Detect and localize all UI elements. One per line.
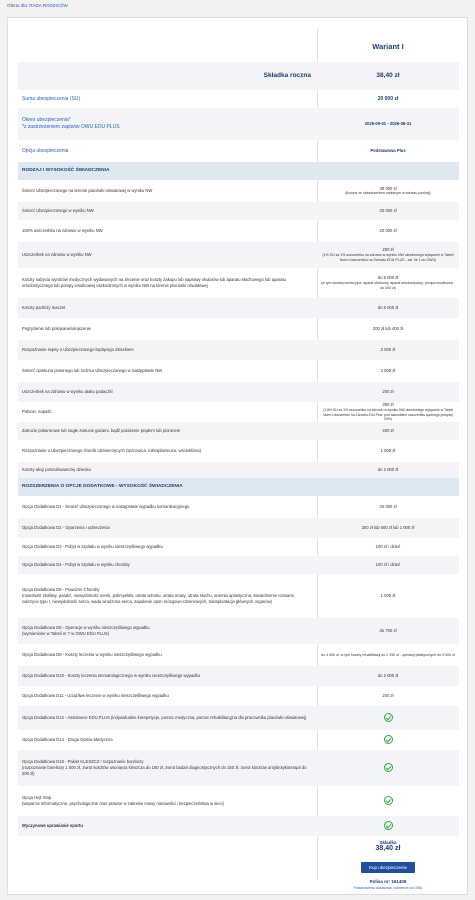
section-title: RODZAJ I WYSOKOŚĆ ŚWIADCZENIA [22, 167, 110, 173]
table-row: Opcja Dodatkowa D3 - Pobyt w szpitalu w wyniku nieszczęśliwego wypadku 100 zł / dzień [22, 544, 401, 550]
buy-insurance-button[interactable]: Kup ubezpieczenie [361, 862, 415, 873]
option-value: Podstawowa Plus [370, 148, 406, 154]
period-note: *z zastrzeżeniem zapisów OWU EDU PLUS [22, 124, 120, 130]
table-row: Opcja Dodatkowa D10 - Koszty leczenia stomatologicznego w wyniku nieszczęśliwego wypadku do 2 000 zł [18, 666, 459, 686]
table-row: Opcja Dodatkowa D2 - Oparzenia i odmrożenia 200 zł lub 600 zł lub 1 000 zł [18, 518, 459, 538]
sum-row [18, 90, 459, 108]
option-label: Opcja ubezpieczenia [22, 147, 69, 154]
table-row: Opcja Hejt Stop (wsparcie informatyczne, psychologiczne oraz prawne w zakresie mowy nienawiści i bezpieczeństwa w sieci) [18, 786, 459, 816]
table-row: Opcja Dodatkowa D16 - Pakiet KLESZCZ / rozpoznanie boreliozy (rozpoznanie boreliozy 1 000 zł, zwrot kosztów usunięcia kleszcza do 150 zł, zwrot badań diagnostycznych do 150 zł, zwrot kosztów antybiotykoterapii do 200 zł) [18, 750, 459, 786]
option-row [18, 140, 459, 162]
table-row: Pobicie, napaść 300 zł (1,5% SU za 1% uszczerbku na zdrowiu w wyniku NW określonego wyłącznie w Tabeli Norm Uszczerbku na Zdrowiu Edu Plus, pod warunkiem uszczerbku łącznego powyżej 20%) [22, 402, 453, 422]
table-row: Opcja Dodatkowa D1 - Śmierć Ubezpieczonego w następstwie wypadku komunikacyjnego 20 000 zł [22, 504, 397, 510]
table-row: Opcja Dodatkowa D5 - Poważne Choroby (nowotwór złośliwy, paraliż, niewydolność nerek, polimyelitis, utrata wzroku, utrata mowy, utrata słuchu, anemia aplastyczna, stwardnienie rozsiane, cukrzyca typu I, niewydolność serca, wada wrodzona serca, zapalenie opon mózgowo-rdzeniowych, transplantacja głównych organów) 1 000 zł [22, 587, 396, 604]
section-options [18, 478, 459, 496]
variant-header-row [18, 32, 459, 62]
table-row: Pogryzienie lub pokąsanie/ukąszenie 200 zł lub 400 zł [22, 326, 404, 332]
offer-card [7, 17, 468, 895]
offer-note[interactable]: Oferta dla: RADA RODZICÓW [7, 3, 68, 8]
table-row: Opcja Dodatkowa D4 - Pobyt w szpitalu w wyniku choroby 100 zł / dzień [18, 556, 459, 574]
sum-value: 20 000 zł [377, 95, 399, 102]
table-row: Wyczynowe uprawianie sportu [18, 816, 459, 836]
premium-label: Składka roczna [263, 71, 311, 79]
table-row: Opcja Dodatkowa D8 - Koszty leczenia w wyniku nieszczęśliwego wypadku do 4 500 zł, w tym koszty rehabilitacji do 2 250 zł - operacji plastycznych do 9 000 zł [22, 652, 455, 658]
summary-premium-label: Składka [379, 840, 397, 845]
policy-number: Polisa nr: 161409 [369, 879, 407, 884]
summary-box [317, 836, 459, 892]
sum-label: Suma ubezpieczenia (SU) [22, 95, 81, 102]
table-row: Zatrucie pokarmowe lub nagłe zatrucie gazami, bądź porażenie prądem lub piorunem 400 zł [18, 422, 459, 440]
table-row: Opcja Dodatkowa D11 - Uciążliwe leczenie w wyniku nieszczęśliwego wypadku 200 zł [22, 693, 394, 699]
table-row: Uszczerbek na zdrowiu w wyniku ataku padaczki 200 zł [18, 382, 459, 402]
premium-value: 38,40 zł [376, 71, 400, 79]
table-row: Opcja Dodatkowa D6 - Operacje w wyniku nieszczęśliwego wypadku (wymienione w Tabeli nr 7 w OWU EDU PLUS) do 700 zł [18, 618, 459, 644]
period-value: 2025-09-01 - 2026-08-31 [364, 121, 412, 127]
variant-title: Wariant I [372, 41, 404, 51]
table-row: 100% uszczerbku na zdrowiu w wyniku NW 20 000 zł [22, 228, 397, 234]
table-row: Śmierć opiekuna prawnego lub rodzica Ubezpieczonego w następstwie NW 2 000 zł [22, 368, 396, 374]
table-row: Rozpoznanie u Ubezpieczonego chorób odzwierzęcych (tężcowica, toksoplazmoza, wścieklizna) 1 000 zł [22, 448, 396, 454]
table-row: Koszty nabycia wyrobów medycznych wydawanych na zlecenie oraz koszty zakupu lub naprawy okularów lub aparatu słuchowego lub aparatu ortodontycznego lub pompy insulinowej uszkodzonych w wyniku NW na terenie placówki oświatowej do 6 000 zł (w tym okulary korekcyjne, aparat słuchowy, aparat ortodontyczny, pompa insulinowa - do 300 zł) [22, 275, 455, 290]
premium-row [18, 62, 459, 90]
section-title: ROZSZERZENIA O OPCJE DODATKOWE - WYSOKOŚĆ ŚWIADCZENIA [22, 483, 183, 489]
table-row: Koszty akcji poszukiwawczej dziecka do 2 000 zł [18, 462, 459, 478]
table-row: Opcja Dodatkowa D12 - Assistance EDU PLUS (indywidualne korepetycje, pomoc medyczna, pomoc rehabilitacyjna dla pracownika placówki oświatowej) [18, 706, 459, 730]
check-icon [384, 821, 393, 830]
table-row: Koszty podróży maczet do 6 000 zł [18, 298, 459, 318]
period-label: Okres ubezpieczenia* [22, 117, 71, 124]
check-icon [384, 735, 393, 744]
check-icon [384, 763, 393, 772]
section-benefits [18, 162, 459, 180]
additional-terms-link[interactable]: Postanowienia dodatkowe i odmienne od OWU [353, 886, 423, 890]
table-row: Śmierć Ubezpieczonego w wyniku NW 20 000 zł [18, 202, 459, 220]
table-row: Śmierć Ubezpieczonego na terenie placówki oświatowej w wyniku NW 30 000 zł (liczone ze świadczeniem należnym w wierszu poniżej) [22, 185, 431, 196]
table-row: Uszczerbek na zdrowiu w wyniku NW 200 zł (1% SU za 1% uszczerbku na zdrowiu w wyniku NW określonego wyłącznie w Tabeli Norm Uszczerbku na Zdrowiu EDU PLUS - zał. Nr 1 do OWU) [18, 242, 459, 268]
check-icon [384, 796, 393, 805]
table-row: Opcja Dodatkowa D14 - Druga Opinia Medyczna [18, 730, 459, 750]
check-icon [384, 713, 393, 722]
period-row [18, 108, 459, 140]
table-row: Rozpoznanie sepsy u Ubezpieczonego będącego dzieckiem 2 000 zł [18, 340, 459, 360]
summary-premium-value: 38,40 zł [375, 845, 401, 852]
